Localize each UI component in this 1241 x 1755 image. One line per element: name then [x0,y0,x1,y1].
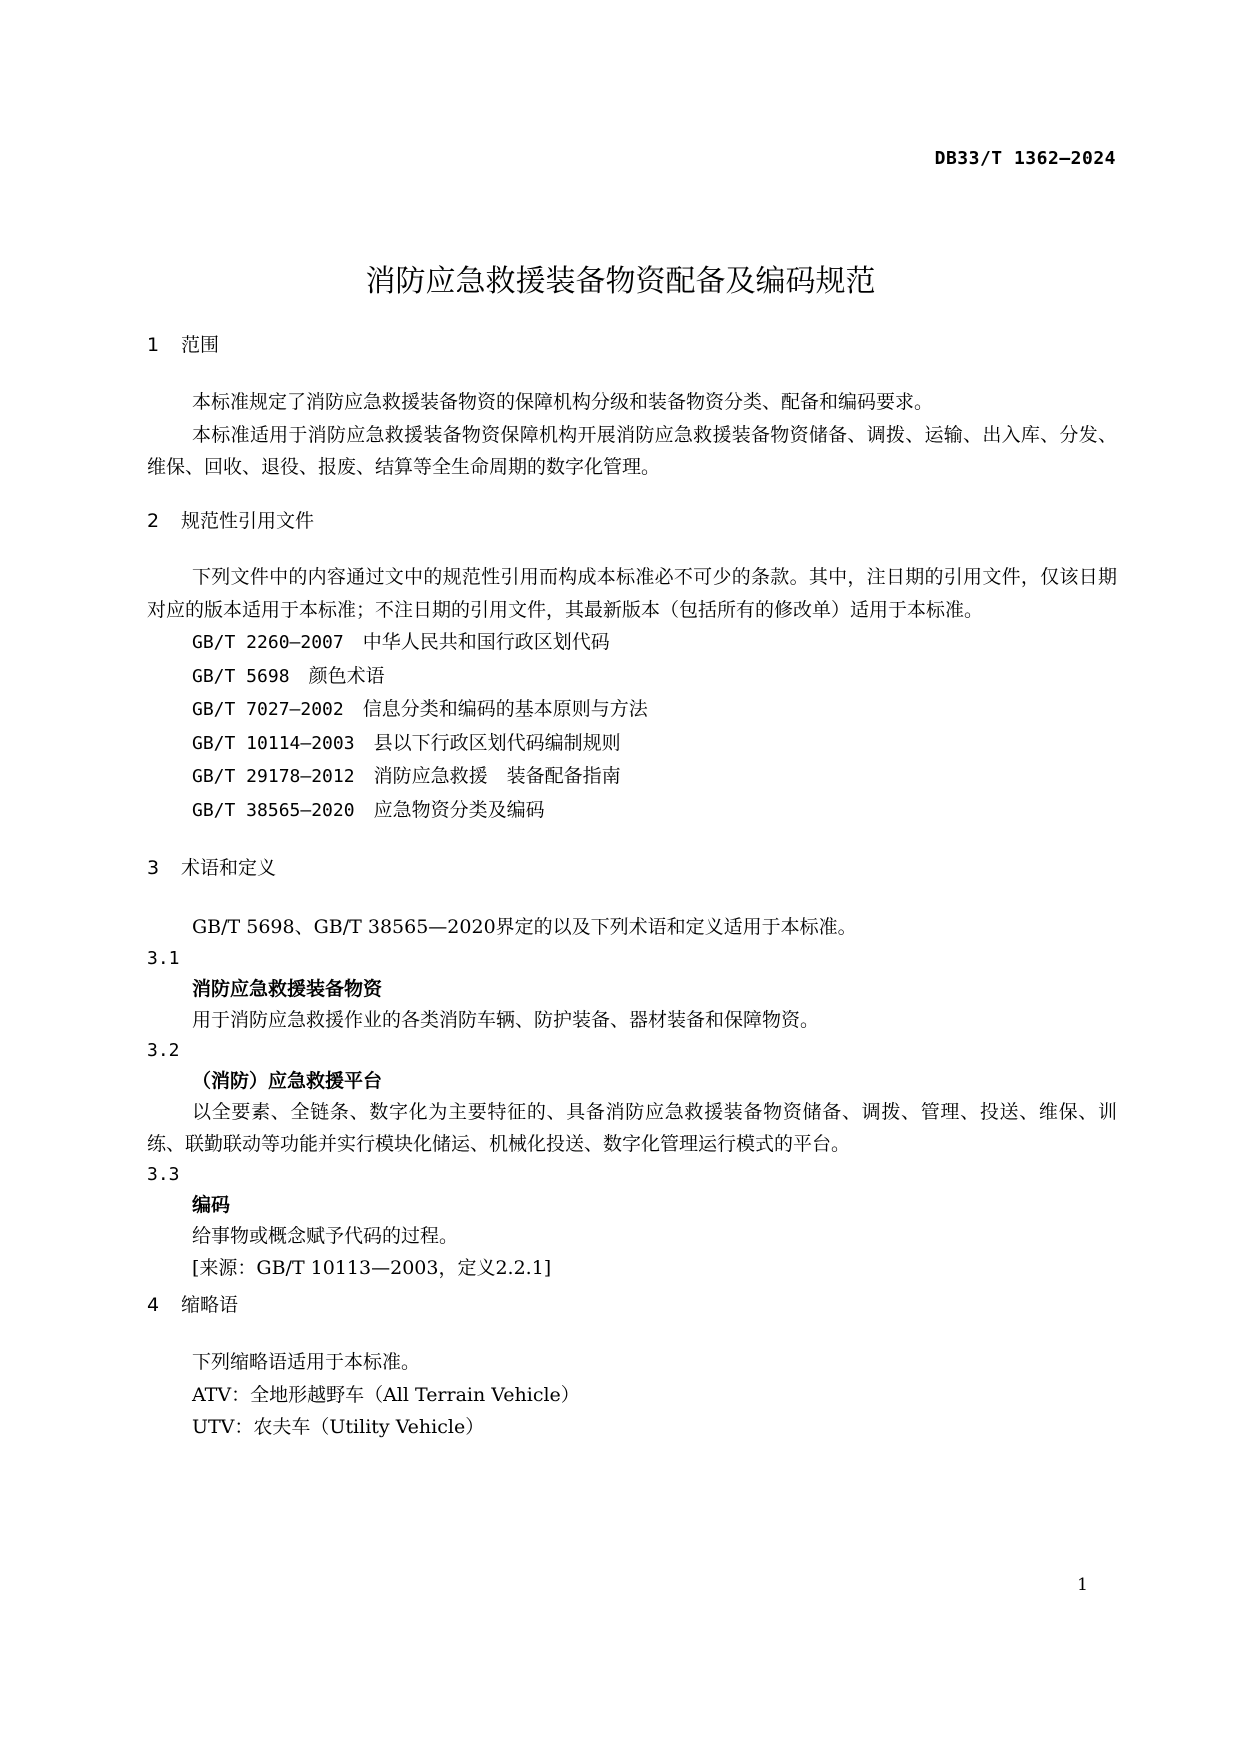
section-title: 规范性引用文件 [181,510,315,532]
reference-code: GB/T 10114—2003 [192,732,355,754]
term-definition: 以全要素、全链条、数字化为主要特征的、具备消防应急救援装备物资储备、调拨、管理、投送、维保、训练、联勤联动等功能并实行模块化储运、机械化投送、数字化管理运行模式的平台。 [147,1100,1117,1155]
paragraph: 本标准适用于消防应急救援装备物资保障机构开展消防应急救援装备物资储备、调拨、运输、出入库、分发、维保、回收、退役、报废、结算等全生命周期的数字化管理。 [147,423,1117,478]
paragraph: 本标准规定了消防应急救援装备物资的保障机构分级和装备物资分类、配备和编码要求。 [192,391,934,413]
terms-body [147,911,1117,1284]
term-name: （消防）应急救援平台 [192,1069,383,1092]
reference-name: 信息分类和编码的基本原则与方法 [362,698,648,720]
abbr-body [147,1346,1117,1443]
reference-name: 颜色术语 [308,664,385,687]
paragraph: 下列缩略语适用于本标准。 [192,1351,421,1373]
reference-code: GB/T 38565—2020 [192,799,355,821]
section-title: 术语和定义 [181,857,277,879]
reference-name: 县以下行政区划代码编制规则 [373,731,621,754]
section-scope [147,330,1117,360]
abbreviation-item: ATV：全地形越野车（All Terrain Vehicle） [192,1383,580,1406]
term-number: 3.1 [147,947,180,969]
section-heading [147,506,1117,536]
term-definition: 用于消防应急救援作业的各类消防车辆、防护装备、器材装备和保障物资。 [192,1008,820,1031]
section-number: 1 [147,334,160,356]
normative-body [147,561,1117,827]
term-name: 消防应急救援装备物资 [192,977,383,1000]
reference-item [147,794,1117,828]
reference-code: GB/T 29178—2012 [192,766,355,787]
reference-name: 消防应急救援 装备配备指南 [373,765,621,787]
section-title: 范围 [181,334,220,356]
term-number: 3.3 [147,1163,180,1185]
document-title: 消防应急救援装备物资配备及编码规范 [365,264,876,299]
page-number: 1 [1077,1575,1088,1595]
standard-id: DB33/T 1362—2024 [934,148,1116,169]
reference-name: 中华人民共和国行政区划代码 [362,631,610,653]
section-number: 2 [147,510,160,532]
reference-code: GB/T 2260—2007 [192,632,344,653]
reference-item [147,626,1117,660]
term-definition: 给事物或概念赋予代码的过程。 [192,1224,459,1247]
section-heading [147,853,1117,883]
reference-code: GB/T 7027—2002 [192,699,344,720]
reference-item [147,727,1117,761]
section-title: 缩略语 [181,1294,239,1316]
section-number: 4 [147,1294,160,1316]
scope-body [147,386,1117,484]
paragraph: GB/T 5698、GB/T 38565—2020界定的以及下列术语和定义适用于本标准。 [192,916,857,938]
paragraph: 下列文件中的内容通过文中的规范性引用而构成本标准必不可少的条款。其中，注日期的引用文件，仅该日期对应的版本适用于本标准；不注日期的引用文件，其最新版本（包括所有的修改单）适用于本标准。 [147,566,1117,621]
section-heading [147,330,1117,360]
section-heading [147,1290,1117,1320]
term-name: 编码 [192,1193,231,1216]
section-normative [147,506,1117,536]
abbreviation-item: UTV：农夫车（Utility Vehicle） [192,1415,485,1438]
reference-code: GB/T 5698 [192,665,290,687]
reference-name: 应急物资分类及编码 [373,798,545,821]
section-terms [147,853,1117,883]
section-number: 3 [147,857,160,879]
reference-item [147,660,1117,694]
term-number: 3.2 [147,1039,180,1061]
term-source: [来源：GB/T 10113—2003，定义2.2.1] [192,1256,552,1279]
section-abbr [147,1290,1117,1320]
reference-item [147,760,1117,794]
reference-item [147,693,1117,727]
